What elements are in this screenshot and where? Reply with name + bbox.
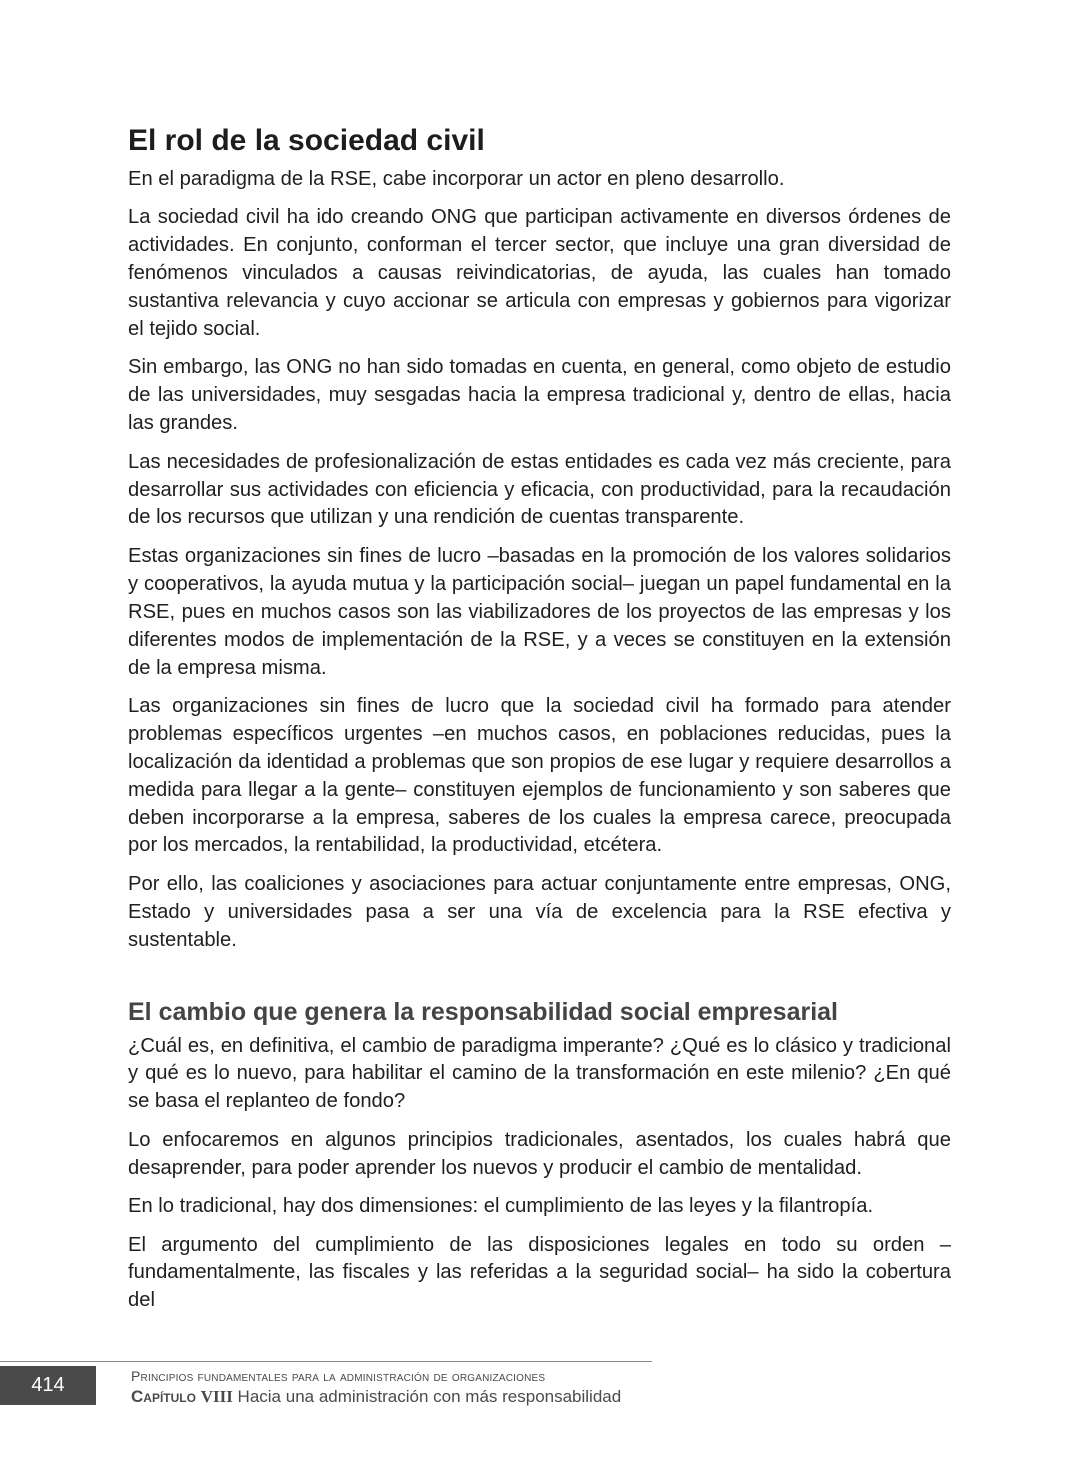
chapter-title: Hacia una administración con más responsabilidad — [237, 1387, 622, 1406]
section-title: El rol de la sociedad civil — [128, 124, 485, 157]
paragraph: El argumento del cumplimiento de las disposiciones legales en todo su orden –fundamentalmente, las fiscales y las referidas a la seguridad social– ha sido la cobertura del — [128, 1233, 951, 1312]
paragraph: Estas organizaciones sin fines de lucro –basadas en la promoción de los valores solidarios y cooperativos, la ayuda mutua y la participación social– juegan un papel fundamental en la RSE, pues en muchos casos son las viabilizadores de los proyectos de las empresas y los diferentes modos de implementación de la RSE, y a veces se constituyen en la extensión de la empresa misma. — [128, 544, 951, 679]
chapter-line — [131, 1386, 691, 1408]
chapter-label: Capítulo — [131, 1387, 196, 1406]
paragraph: La sociedad civil ha ido creando ONG que participan activamente en diversos órdenes de actividades. En conjunto, conforman el tercer sector, que incluye una gran diversidad de fenómenos vinculados a causas reivindicatorias, de ayuda, las cuales han tomado sustantiva relevancia y cuyo accionar se articula con empresas y gobiernos para vigorizar el tejido social. — [128, 206, 951, 341]
subsection-title: El cambio que genera la responsabilidad social empresarial — [128, 997, 838, 1026]
running-footer — [131, 1366, 691, 1408]
paragraph: En el paradigma de la RSE, cabe incorporar un actor en pleno desarrollo. — [128, 168, 785, 190]
chapter-number: VIII — [200, 1387, 233, 1406]
paragraph: Las organizaciones sin fines de lucro que la sociedad civil ha formado para atender problemas específicos urgentes –en muchos casos, en poblaciones reducidas, pues la localización da identidad a problemas que son propios de ese lugar y requiere desarrollos a medida para llegar a la gente– constituyen ejemplos de funcionamiento y son saberes que deben incorporarse a la empresa, saberes de los cuales la empresa carece, preocupada por los mercados, la rentabilidad, la productividad, etcétera. — [128, 694, 951, 857]
paragraph: Las necesidades de profesionalización de estas entidades es cada vez más creciente, para desarrollar sus actividades con eficiencia y eficacia, con productividad, para la recaudación de los recursos que utilizan y una rendición de cuentas transparente. — [128, 450, 951, 529]
page-content — [128, 122, 951, 1326]
book-title: Principios fundamentales para la administración de organizaciones — [131, 1368, 546, 1384]
paragraph: Lo enfocaremos en algunos principios tradicionales, asentados, los cuales habrá que desaprender, para poder aprender los nuevos y producir el cambio de mentalidad. — [128, 1128, 951, 1179]
paragraph: Por ello, las coaliciones y asociaciones para actuar conjuntamente entre empresas, ONG, Estado y universidades pasa a ser una vía de excelencia para la RSE efectiva y sustentable. — [128, 872, 951, 951]
paragraph: ¿Cuál es, en definitiva, el cambio de paradigma imperante? ¿Qué es lo clásico y tradicional y qué es lo nuevo, para habilitar el camino de la transformación en este milenio? ¿En qué se basa el replanteo de fondo? — [128, 1034, 951, 1113]
page-number: 414 — [0, 1366, 96, 1405]
footer-divider — [0, 1361, 652, 1362]
paragraph: En lo tradicional, hay dos dimensiones: el cumplimiento de las leyes y la filantropía. — [128, 1195, 874, 1218]
paragraph: Sin embargo, las ONG no han sido tomadas en cuenta, en general, como objeto de estudio de las universidades, muy sesgadas hacia la empresa tradicional y, dentro de ellas, hacia las grandes. — [128, 356, 951, 435]
